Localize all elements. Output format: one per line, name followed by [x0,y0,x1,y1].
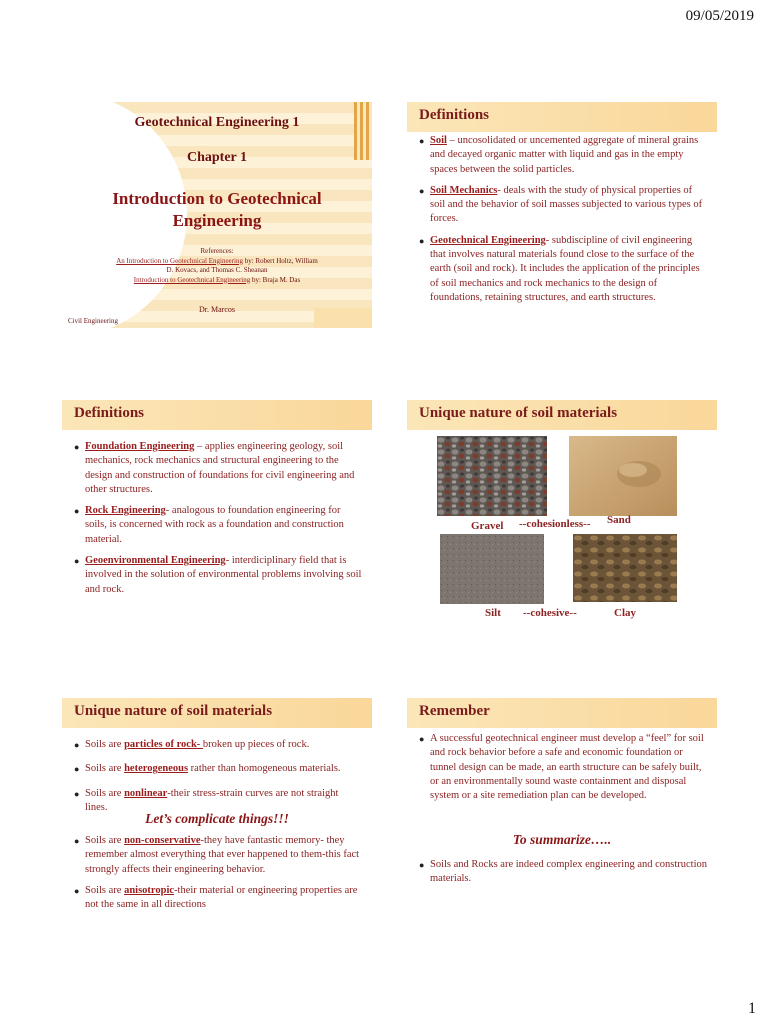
list-item [74,738,362,752]
reference-1 [62,257,372,267]
list-item [74,504,362,547]
slide-definitions-1 [407,102,717,327]
slide-header-bar [407,698,717,728]
separator: – [446,135,458,146]
list-item [419,234,707,305]
title-line-1: Introduction to Geotechnical [112,189,322,208]
list-item [74,440,362,497]
slide-header-bar [62,698,372,728]
item-text: broken up pieces of rock. [202,739,310,750]
separator: - [545,234,552,246]
item-text: rather than homogeneous materials. [188,763,341,775]
term: Foundation Engineering [85,441,195,452]
callout-summarize: To summarize….. [512,832,612,847]
slide-heading: Remember [419,703,490,719]
course-title: Geotechnical Engineering 1 [134,115,300,130]
list-item [74,884,362,913]
slide-title [62,102,372,328]
silt-caption: Silt [485,607,501,619]
term: Geotechnical Engineering [430,234,546,246]
term: non-conservative [124,835,201,846]
reference-1-authors: by: Robert Holtz, William [242,256,318,265]
slide-heading: Unique nature of soil materials [74,703,273,719]
definition-text: subdiscipline of civil engineering that involves natural materials found close to the surface of the earth (soil and rock). It includes the application of the principles of soil mechanics and rock mechanics to the design of foundations, retaining structures, and earth structures. [430,234,700,303]
sand-caption: Sand [607,514,631,526]
reference-1-title: An Introduction to Geotechnical Engineering [116,256,243,265]
definition-text: uncosolidated or uncemented aggregate of mineral grains and decayed organic matter with liquid and gas in the empty spaces between the solid particles. [430,135,699,175]
print-date: 09/05/2019 [685,8,754,24]
slide-header-bar [407,400,717,430]
definition-text: deals with the study of physical properties of soil and the behavior of soil masses subjected to various types of forces. [430,184,703,225]
separator: – [194,441,205,452]
list-item [74,554,362,597]
item-text: -their material or engineering properties are not the same in all directions [85,884,358,911]
remember-list [419,732,707,810]
clay-caption: Clay [614,607,636,619]
page-number: 1 [748,1000,756,1017]
slide-heading: Unique nature of soil materials [419,405,618,421]
reference-2 [62,276,372,286]
term: nonlinear [124,787,168,799]
term: Soil Mechanics [430,184,498,196]
slide-heading: Definitions [74,405,145,421]
properties-list [74,738,362,822]
term: anisotropic [124,884,175,896]
term: Soil [430,135,447,146]
instructor-name: Dr. Marcos [199,305,235,314]
title-line-2: Engineering [172,211,262,230]
separator: - [497,184,504,196]
list-item: ● A successful geotechnical engineer must develop a “feel” for soil and rock behavior before a safe and economic foundation or tunnel design can be made, an earth structure can be safely built, or an environmentally sound waste containment and disposal system or a site remediation plan can be developed. [419,732,707,803]
item-text: Soils are [85,787,125,799]
list-item [419,134,707,177]
slide-soil-types [407,400,717,628]
list-item [74,762,362,776]
item-text: -they have fantastic memory- they remember almost everything that ever happened to them-this fact strongly affects their engineering behavior. [85,835,360,875]
slide-definitions-2 [62,400,372,628]
slide-header-bar [62,400,372,430]
item-text: Soils are [85,763,125,775]
definitions-list [74,440,362,604]
slide-header-bar [407,102,717,132]
reference-2-title: Introduction to Geotechnical Engineering [133,275,251,284]
definition-text: interdiciplinary field that is involved in the solution of environmental problems involving soil and rock. [85,555,362,595]
definition-text: analogous to foundation engineering for soils, is concerned with rock as a foundation and construction material. [85,505,344,545]
chapter-label: Chapter 1 [186,150,248,165]
item-text: Soils are [85,739,125,750]
cohesionless-caption: --cohesionless-- [519,518,591,530]
slide-soil-properties [62,698,372,928]
properties-list-2 [74,834,362,919]
term: Rock Engineering [85,505,166,517]
separator: - [165,505,172,517]
references-label: References: [200,247,234,255]
term: particles of rock- [124,739,203,750]
slide-footer: Civil Engineering [68,317,118,325]
definition-text: applies engineering geology, soil mechanics, rock mechanics and structural engineering to the design and construction of foundations for civil engineering and other structures. [85,441,355,495]
term: Geoenvironmental Engineering [85,555,226,567]
summary-list [419,858,707,894]
slide-heading: Definitions [419,107,490,123]
list-item: ● Soils and Rocks are indeed complex engineering and construction materials. [419,858,707,887]
gravel-caption: Gravel [471,520,504,532]
term: heterogeneous [124,763,189,775]
reference-2-author: by: Braja M. Das [250,275,301,284]
callout-complicate: Let’s complicate things!!! [145,811,289,826]
reference-1-authors-cont: D. Kovacs, and Thomas C. Sheanan [166,266,268,274]
definitions-list [419,134,707,312]
separator: - [225,555,232,567]
slide-remember [407,698,717,928]
item-text: -their stress-strain curves are not straight lines. [85,787,339,813]
item-text: Soils are [85,835,125,846]
slide-main-title [62,188,372,232]
gravel-photo [437,436,547,516]
clay-photo [573,534,677,602]
list-item [74,834,362,877]
item-text: Soils are [85,884,125,896]
silt-photo [440,534,544,604]
references-block [62,247,372,285]
list-item [419,184,707,227]
cohesive-caption: --cohesive-- [523,607,577,619]
sand-photo [569,436,677,516]
